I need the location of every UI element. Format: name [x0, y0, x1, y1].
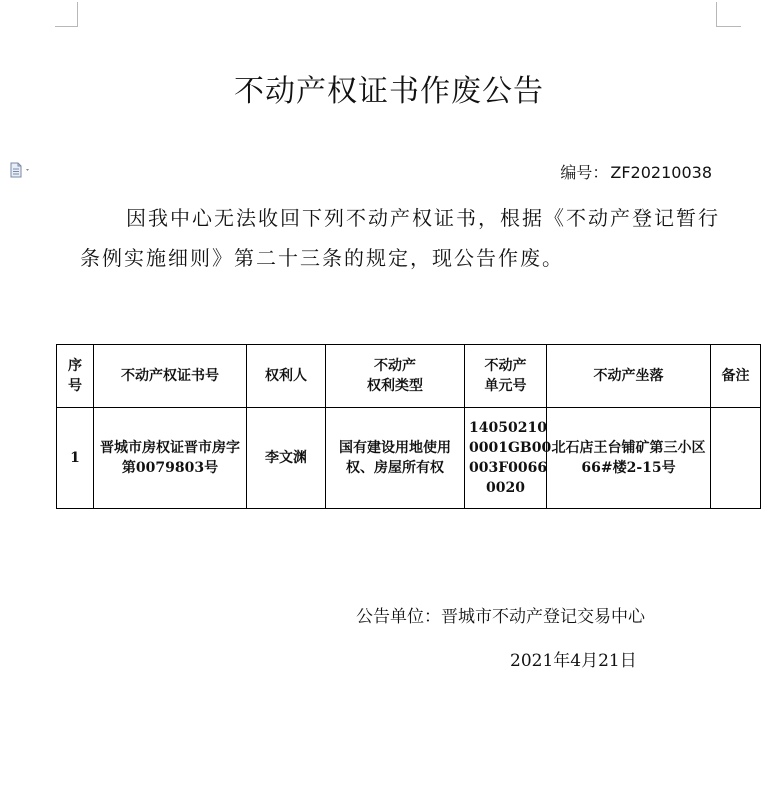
- header-cert-no: 不动产权证书号: [94, 345, 247, 408]
- header-remark: 备注: [711, 345, 761, 408]
- cell-remark: [711, 408, 761, 509]
- certificate-table: [56, 344, 761, 509]
- announcement-text: 因我中心无法收回下列不动产权证书，根据《不动产登记暂行条例实施细则》第二十三条的规定，现公告作废。: [80, 206, 720, 270]
- header-right-type: 不动产 权利类型: [326, 345, 465, 408]
- cell-owner: 李文渊: [247, 408, 326, 509]
- crop-mark-top-left: [55, 2, 78, 27]
- doc-number-value: ZF20210038: [610, 163, 712, 182]
- crop-mark-top-right: [716, 2, 741, 27]
- cell-unit-no: 14050210 0001GB00 003F0066 0020: [465, 408, 547, 509]
- page-title: 不动产权证书作废公告: [234, 74, 544, 109]
- issuing-organization: 公告单位：晋城市不动产登记交易中心: [356, 607, 645, 627]
- document-icon[interactable]: [8, 162, 34, 178]
- cell-right-type: 国有建设用地使用权、房屋所有权: [326, 408, 465, 509]
- announcement-paragraph: [80, 198, 720, 278]
- table-row: [57, 408, 761, 509]
- header-owner: 权利人: [247, 345, 326, 408]
- cell-seq: 1: [57, 408, 94, 509]
- cell-cert-no: 晋城市房权证晋市房字第0079803号: [94, 408, 247, 509]
- doc-number: [560, 160, 712, 183]
- header-location: 不动产坐落: [547, 345, 711, 408]
- issue-date: 2021年4月21日: [510, 651, 637, 671]
- header-unit-no: 不动产 单元号: [465, 345, 547, 408]
- cell-location: 北石店王台铺矿第三小区66#楼2-15号: [547, 408, 711, 509]
- doc-number-label: 编号：: [560, 163, 609, 182]
- table-header-row: [57, 345, 761, 408]
- header-seq: 序 号: [57, 345, 94, 408]
